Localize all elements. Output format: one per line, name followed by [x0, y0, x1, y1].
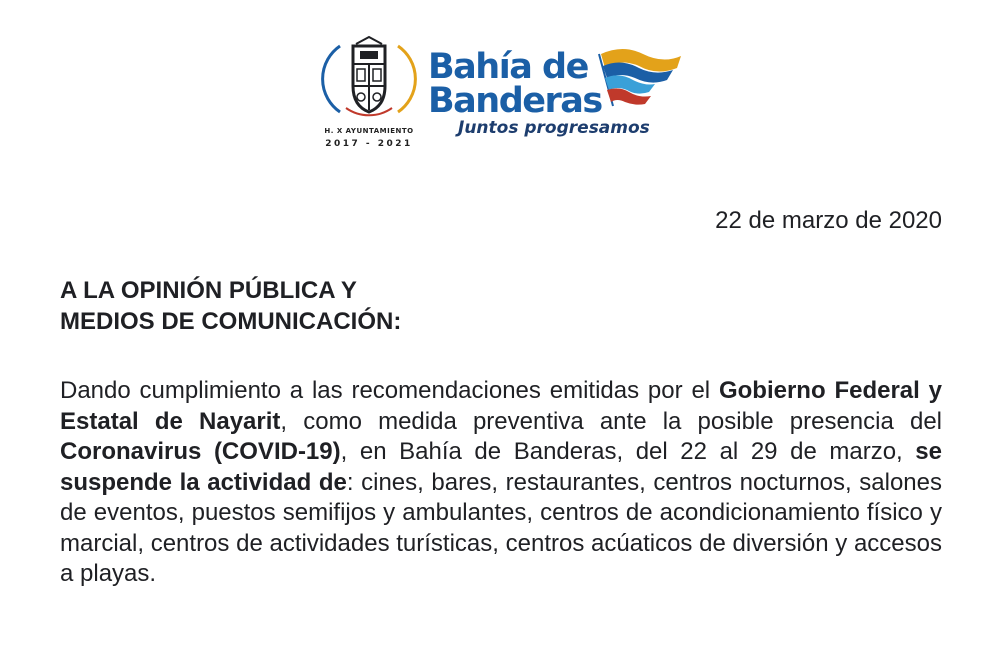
body-text-3: , en Bahía de Banderas, del 22 al 29 de marzo,: [340, 438, 916, 465]
body-bold-2: Coronavirus (COVID-19): [60, 438, 341, 465]
addressee: [60, 275, 401, 337]
body-text-2: , como medida preventiva ante la posible presencia del: [280, 407, 942, 435]
document-date: 22 de marzo de 2020: [715, 207, 942, 234]
municipal-seal: [318, 34, 420, 154]
brand-slogan: Juntos progresamos: [458, 118, 650, 138]
brand-logo: [428, 44, 688, 144]
brand-name-line2: Banderas: [428, 81, 602, 121]
seal-title: H. X AYUNTAMIENTO: [324, 127, 414, 135]
body-bold-1: Gobierno Federal y Estatal de Nayarit: [60, 377, 942, 435]
coat-of-arms-icon: [320, 34, 418, 124]
addressee-line1: A LA OPINIÓN PÚBLICA Y: [60, 277, 357, 304]
flags-icon: [593, 44, 683, 114]
body-text-4: : cines, bares, restaurantes, centros nocturnos, salones de eventos, puestos semifijos y ambulantes, centros de acondicionamiento físico y marcial, centros de actividades turísticas, centros acúaticos de diversión y accesos a playas.: [60, 468, 942, 587]
body-text-1: Dando cumplimiento a las recomendaciones emitidas por el: [60, 377, 719, 404]
announcement-paragraph: [60, 376, 942, 590]
seal-period: 2017 - 2021: [325, 139, 413, 149]
brand-name-line1: Bahía de: [428, 47, 588, 87]
letterhead: [0, 0, 1000, 170]
addressee-line2: MEDIOS DE COMUNICACIÓN:: [60, 308, 402, 335]
body-bold-3: se suspende la actividad de: [60, 438, 942, 496]
